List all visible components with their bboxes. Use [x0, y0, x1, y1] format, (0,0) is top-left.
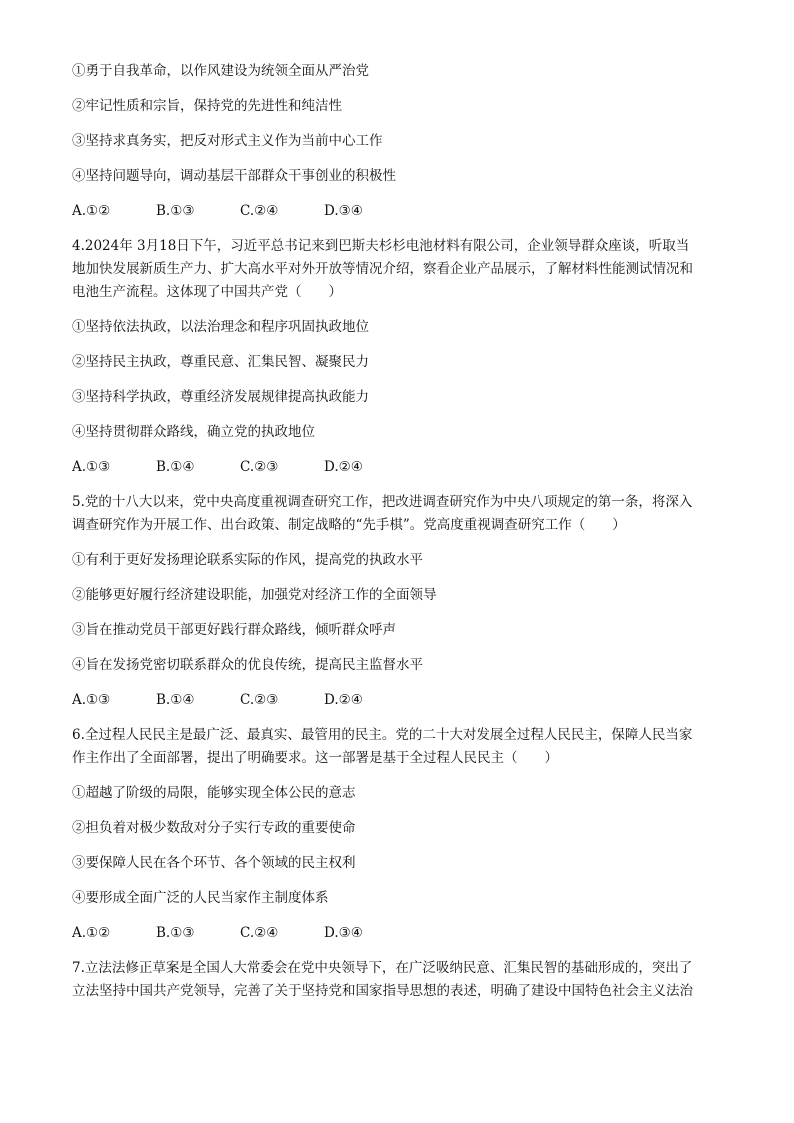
stem-line: 4.2024年 3月18日下午，习近平总书记来到巴斯夫杉杉电池材料有限公司，企业领导群众座谈，听取当 — [72, 238, 690, 254]
question-5-answer-choices — [72, 689, 732, 712]
answer-choice-a: A.①② — [72, 925, 111, 941]
option-line: ①超越了阶级的局限，能够实现全体公民的意志 — [72, 785, 356, 801]
exam-page — [72, 60, 732, 1003]
question-3-options — [72, 60, 732, 188]
stem-line: 电池生产流程。这体现了中国共产党（ ） — [72, 284, 342, 300]
option-line: ②牢记性质和宗旨，保持党的先进性和纯洁性 — [72, 98, 342, 114]
stem-line: 调查研究作为开展工作、出台政策、制定战略的“先手棋”。党高度重视调查研究工作（ ） — [72, 517, 626, 533]
answer-choice-c: C.②③ — [240, 459, 279, 475]
answer-choice-b: B.①③ — [156, 203, 195, 219]
question-6-answer-choices — [72, 922, 732, 945]
answer-choice-d: D.②④ — [324, 692, 363, 708]
stem-line: 立法坚持中国共产党领导，完善了关于坚持党和国家指导思想的表述，明确了建设中国特色社会主义法治 — [72, 983, 693, 999]
option-line: ③坚持科学执政，尊重经济发展规律提高执政能力 — [72, 389, 369, 405]
answer-choice-a: A.①② — [72, 203, 111, 219]
question-4-options — [72, 316, 732, 444]
option-line: ④旨在发扬党密切联系群众的优良传统，提高民主监督水平 — [72, 657, 423, 673]
answer-choice-a: A.①③ — [72, 459, 111, 475]
answer-choice-b: B.①④ — [156, 459, 195, 475]
question-4-stem — [72, 235, 732, 304]
option-line: ②坚持民主执政，尊重民意、汇集民智、凝聚民力 — [72, 354, 369, 370]
question-6-options — [72, 782, 732, 910]
option-line: ④要形成全面广泛的人民当家作主制度体系 — [72, 890, 329, 906]
answer-choice-c: C.②④ — [240, 203, 279, 219]
stem-line: 7.立法法修正草案是全国人大常委会在党中央领导下，在广泛吸纳民意、汇集民智的基础形成的，突出了 — [72, 960, 693, 976]
option-line: ①有利于更好发扬理论联系实际的作风，提高党的执政水平 — [72, 552, 423, 568]
answer-choice-b: B.①③ — [156, 925, 195, 941]
option-line: ③坚持求真务实，把反对形式主义作为当前中心工作 — [72, 133, 383, 149]
question-7-stem — [72, 957, 732, 1003]
stem-line: 5.党的十八大以来，党中央高度重视调查研究工作，把改进调查研究作为中央八项规定的第一条，将深入 — [72, 494, 693, 510]
question-6-stem — [72, 724, 732, 770]
stem-line: 作主作出了全面部署，提出了明确要求。这一部署是基于全过程人民民主（ ） — [72, 750, 558, 766]
question-4-answer-choices — [72, 456, 732, 479]
answer-choice-b: B.①④ — [156, 692, 195, 708]
answer-choice-d: D.②④ — [324, 459, 363, 475]
stem-line: 地加快发展新质生产力、扩大高水平对外开放等情况介绍，察看企业产品展示，了解材料性能测试情况和 — [72, 261, 693, 277]
answer-choice-a: A.①③ — [72, 692, 111, 708]
answer-choice-c: C.②③ — [240, 692, 279, 708]
option-line: ②能够更好履行经济建设职能，加强党对经济工作的全面领导 — [72, 587, 437, 603]
option-line: ③旨在推动党员干部更好践行群众路线，倾听群众呼声 — [72, 622, 396, 638]
option-line: ④坚持问题导向，调动基层干部群众干事创业的积极性 — [72, 168, 396, 184]
question-5-options — [72, 549, 732, 677]
option-line: ④坚持贯彻群众路线，确立党的执政地位 — [72, 424, 315, 440]
option-line: ①坚持依法执政，以法治理念和程序巩固执政地位 — [72, 319, 369, 335]
answer-choice-c: C.②④ — [240, 925, 279, 941]
option-line: ②担负着对极少数敌对分子实行专政的重要使命 — [72, 820, 356, 836]
answer-choice-d: D.③④ — [324, 925, 363, 941]
question-3-answer-choices — [72, 200, 732, 223]
stem-line: 6.全过程人民民主是最广泛、最真实、最管用的民主。党的二十大对发展全过程人民民主，保障人民当家 — [72, 727, 693, 743]
option-line: ①勇于自我革命，以作风建设为统领全面从严治党 — [72, 63, 369, 79]
question-5-stem — [72, 491, 732, 537]
answer-choice-d: D.③④ — [324, 203, 363, 219]
option-line: ③要保障人民在各个环节、各个领域的民主权利 — [72, 855, 356, 871]
